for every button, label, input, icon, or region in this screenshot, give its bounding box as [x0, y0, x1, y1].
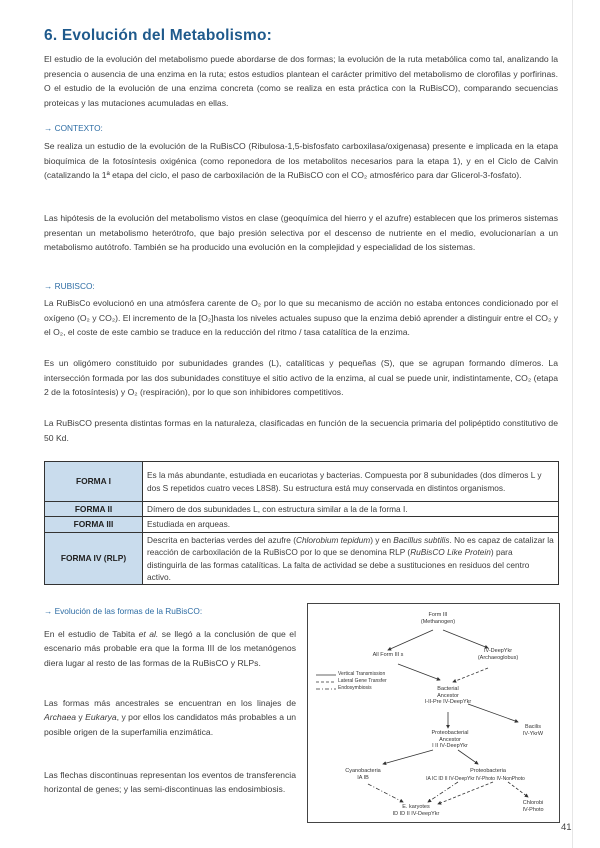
table-row-label: FORMA I: [45, 462, 143, 502]
table-row: [45, 532, 559, 585]
evolucion-paragraph-3: Las flechas discontinuas representan los eventos de transferencia horizontal de genes; y las semi-discontinuas las endosimbiosis.: [44, 770, 296, 795]
evolucion-paragraph-1: En el estudio de Tabita et al. se llegó a la conclusión de que el escenario más probable era que la forma III de los metanógenos diera lugar al resto de las formas de la RuBisCO y RLPs.: [44, 629, 296, 668]
node-bacilis: Bacilis IV-YkrW: [522, 724, 544, 737]
table-row-text: Es la más abundante, estudiada en eucariotas y bacterias. Compuesta por 8 subunidades (dos dímeros L y dos S repetidos cuatro veces L8S8). Su estructura está muy conservada en distintos organismos.: [143, 462, 559, 502]
diagram-arrows: [308, 604, 559, 822]
page-number: 41: [561, 822, 572, 833]
intro-paragraph: El estudio de la evolución del metabolismo puede abordarse de dos formas; la evolución de la ruta metabólica como tal, analizando la presencia o ausencia de una enzima en la ruta; estos estudios plantean el carácter primitivo del metabolismo de clorofilas y porfirinas. O el estudio de la evolución de una enzima concreta (como se realiza en esta práctica con la RuBisCO), comparando secuencias proteicas y las mutaciones acumuladas en ellas.: [44, 54, 558, 108]
rubisco-paragraph-2: Es un oligómero constituido por subunidades grandes (L), catalíticas y pequeñas (S), que se agrupan formando dímeros. La intersección formada por las dos subunidades constituye el sitio activo de la enzima, al cual se puede unir, indistintamente, CO₂ (etapa 2 de la fotosíntesis) y O₂ (respiración), por lo que son inhibidores competitivos.: [44, 358, 558, 397]
table-row-label: FORMA II: [45, 502, 143, 517]
rubisco-paragraph-3: La RuBisCO presenta distintas formas en la naturaleza, clasificadas en función de la secuencia primaria del polipéptido constitutivo de 50 Kd.: [44, 418, 558, 443]
page-margin-line: [572, 0, 573, 848]
legend-vertical: Vertical Transmission: [338, 671, 386, 677]
node-iv-deepykr: IV-DeepYkr (Archaeoglobus): [477, 648, 519, 661]
rubisco-heading: → RUBISCO:: [44, 281, 95, 291]
contexto-heading: → CONTEXTO:: [44, 123, 103, 133]
legend-lateral: Lateral Gene Transfer: [338, 678, 387, 684]
rubisco-paragraph-1: La RuBisCo evolucionó en una atmósfera carente de O₂ por lo que su mecanismo de acción no estaba entonces condicionado por el oxígeno (O₂ y CO₂). El incremento de la [O₂]hasta los niveles actuales supuso que la enzima debió aprender a distinguir entre el CO₂ y el O₂, el coste de este cambio se traduce en la reducción del ritmo / tasa catalítica de la enzima.: [44, 298, 558, 337]
rubisco-forms-table: [44, 461, 559, 585]
page-title: 6. Evolución del Metabolismo:: [44, 27, 272, 44]
node-proteobacteria: Proteobacteria: [470, 768, 506, 774]
evolucion-heading: → Evolución de las formas de la RuBisCO:: [44, 606, 203, 616]
table-row-text: Descrita en bacterias verdes del azufre (Chlorobium tepidum) y en Bacillus subtilis. No es capaz de catalizar la reacción de carboxilación de la RuBisCO por lo que se denomina RLP (RuBisCO Like Protein) para distinguirla de las formas catalíticas. La falta de actividad se debe a sustituciones en residuos del centro activo.: [143, 532, 559, 585]
table-row-text: Dímero de dos subunidades L, con estructura similar a la de la forma I.: [143, 502, 559, 517]
node-proteobacterial-ancestor: Proteobacterial Ancestor I II IV-DeepYkr: [431, 730, 469, 749]
table-row-label: FORMA IV (RLP): [45, 532, 143, 585]
node-all-forms: All Form III s: [372, 652, 404, 658]
node-chlorobi: Chlorobi IV-Photo: [522, 800, 544, 813]
table-row-label: FORMA III: [45, 517, 143, 532]
node-bacterial-ancestor: Bacterial Ancestor I-II-Pre IV-DeepYkr: [424, 686, 472, 705]
table-row: [45, 502, 559, 517]
legend-endosymbiosis: Endosymbiosis: [338, 685, 372, 691]
node-cyanobacteria: Cyanobacteria IA IB: [345, 768, 381, 781]
rubisco-evolution-diagram: [307, 603, 560, 823]
node-form-iii: Form III (Methanogen): [420, 612, 456, 625]
table-row: [45, 517, 559, 532]
table-row: [45, 462, 559, 502]
contexto-paragraph-1: Se realiza un estudio de la evolución de la RuBisCO (Ribulosa-1,5-bisfosfato carboxilasa/oxigenasa) presente e implicada en la etapa bioquímica de la fotosíntesis oxigénica (como reponedora de los metabolitos necesarios para la etapa 1), y en el Ciclo de Calvin (catalizando la 1ª etapa del ciclo, el paso de carboxilación de la RuBisCO con el CO₂ atmosférico para dar Glicerol-3-fosfato).: [44, 141, 558, 180]
table-row-text: Estudiada en arqueas.: [143, 517, 559, 532]
evolucion-paragraph-2: Las formas más ancestrales se encuentran en los linajes de Archaea y Eukarya, y por ellos los candidatos más probables a un posible origen de la superfamilia enzimática.: [44, 698, 297, 737]
node-proteobacteria-forms: IA IC ID II IV-DeepYkr IV-Photo IV-NonPhoto: [426, 776, 525, 782]
contexto-paragraph-2: Las hipótesis de la evolución del metabolismo vistos en clase (geoquímica del hierro y el azufre) establecen que los primeros sistemas presentan un metabolismo heterótrofo, que bajo presión selectiva por el descenso de nutriente en el medio, evolucionarían a un metabolismo autótrofo. También se ha producido una evolución en la complejidad y especialidad de los sistemas.: [44, 213, 558, 252]
node-eukaryotes: E. karyotes ID ID II IV-DeepYkr: [392, 804, 440, 817]
